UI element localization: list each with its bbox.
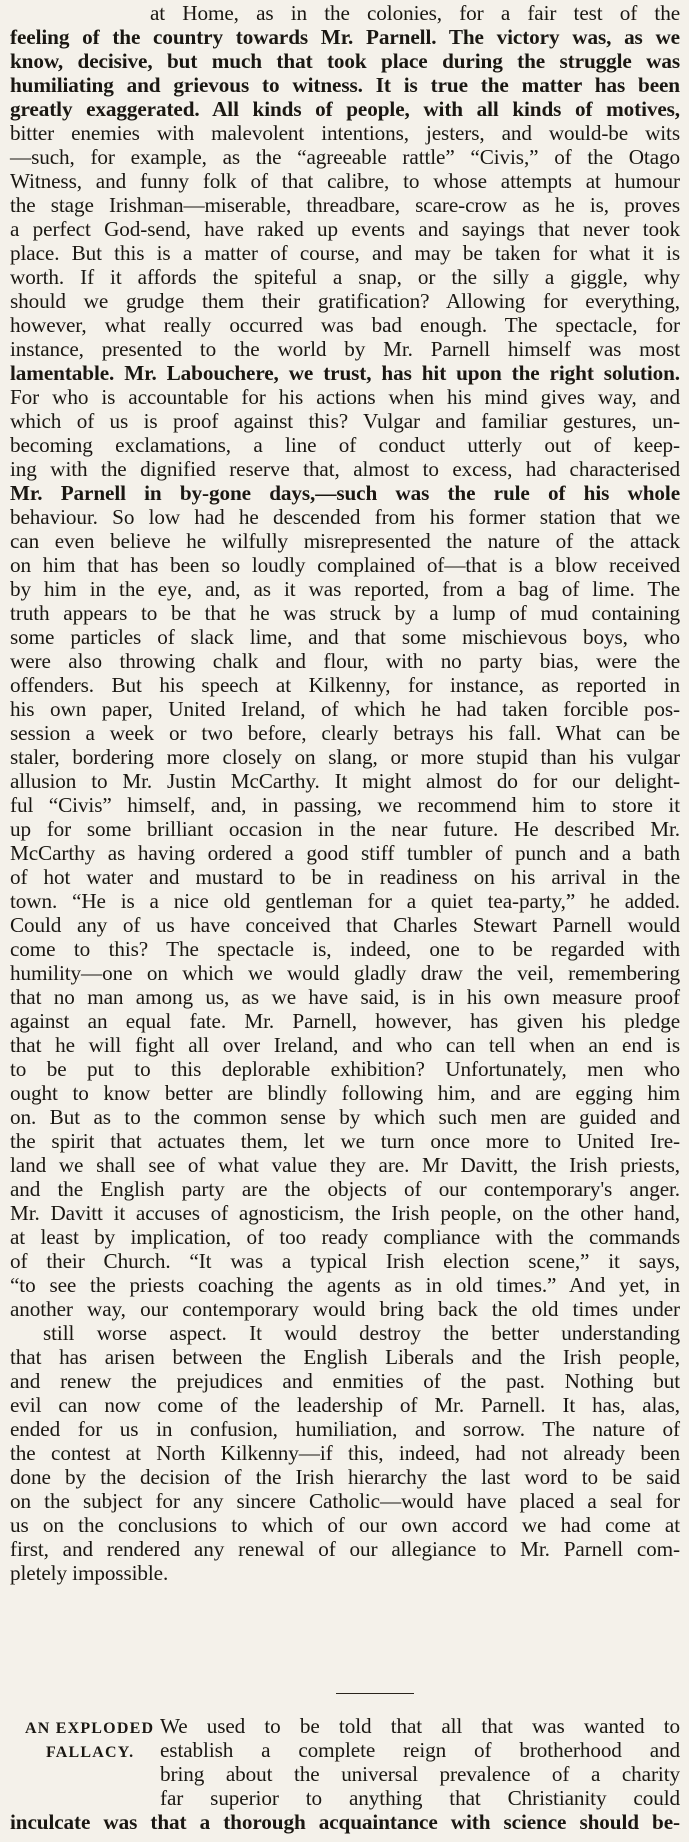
text-line: that no man among us, as we have said, is in his own measure proof <box>10 985 680 1009</box>
text-line: McCarthy as having ordered a good stiff tumbler of punch and a bath <box>10 841 680 865</box>
text-line: against an equal fate. Mr. Parnell, however, has given his pledge <box>10 1009 680 1033</box>
text-line: the spirit that actuates them, let we turn once more to United Ire- <box>10 1129 680 1153</box>
text-line: us on the conclusions to which of our own accord we had come at <box>10 1513 680 1537</box>
text-line: of hot water and mustard to be in readiness on his arrival in the <box>10 865 680 889</box>
text-line: the contest at North Kilkenny—if this, indeed, had not already been <box>10 1441 680 1465</box>
text-line: For who is accountable for his actions when his mind gives way, and <box>10 385 680 409</box>
text-line: can even believe he wilfully misrepresented the nature of the attack <box>10 529 680 553</box>
text-line: humiliating and grievous to witness. It is true the matter has been <box>10 73 680 97</box>
text-line: truth appears to be that he was struck by a lump of mud containing <box>10 601 680 625</box>
text-line: greatly exaggerated. All kinds of people, with all kinds of motives, <box>10 97 680 121</box>
text-line: allusion to Mr. Justin McCarthy. It might almost do for our delight- <box>10 769 680 793</box>
text-line: Mr. Davitt it accuses of agnosticism, the Irish people, on the other hand, <box>10 1201 680 1225</box>
text-line: ing with the dignified reserve that, almost to excess, had characterised <box>10 457 680 481</box>
text-line: “to see the priests coaching the agents as in old times.” And yet, in <box>10 1273 680 1297</box>
text-line: We used to be told that all that was wanted to <box>160 1714 680 1738</box>
text-line: on the subject for any sincere Catholic—would have placed a seal for <box>10 1489 680 1513</box>
text-line: of their Church. “It was a typical Irish election scene,” it says, <box>10 1249 680 1273</box>
text-line: another way, our contemporary would bring back the old times under <box>10 1297 680 1321</box>
text-line: evil can now come of the leadership of Mr. Parnell. It has, alas, <box>10 1393 680 1417</box>
text-line: at least by implication, of too ready compliance with the commands <box>10 1225 680 1249</box>
text-line: staler, bordering more closely on slang, or more stupid than his vulgar <box>10 745 680 769</box>
text-line: were also throwing chalk and flour, with no party bias, were the <box>10 649 680 673</box>
text-line: on. But as to the common sense by which such men are guided and <box>10 1105 680 1129</box>
text-line: that has arisen between the English Liberals and the Irish people, <box>10 1345 680 1369</box>
text-line: first, and rendered any renewal of our allegiance to Mr. Parnell com- <box>10 1537 680 1561</box>
text-line: up for some brilliant occasion in the near future. He described Mr. <box>10 817 680 841</box>
text-line: should we grudge them their gratification? Allowing for everything, <box>10 289 680 313</box>
text-line: ful “Civis” himself, and, in passing, we recommend him to store it <box>10 793 680 817</box>
text-line: place. But this is a matter of course, and may be taken for what it is <box>10 241 680 265</box>
text-line: Mr. Parnell in by-gone days,—such was the rule of his whole <box>10 481 680 505</box>
text-line: the stage Irishman—miserable, threadbare, scare-crow as he is, proves <box>10 193 680 217</box>
text-line: instance, presented to the world by Mr. Parnell himself was most <box>10 337 680 361</box>
text-line: inculcate was that a thorough acquaintance with science should be- <box>10 1810 680 1834</box>
text-line: session a week or two before, clearly betrays his fall. What can be <box>10 721 680 745</box>
text-line: however, what really occurred was bad enough. The spectacle, for <box>10 313 680 337</box>
text-line: land we shall see of what value they are. Mr Davitt, the Irish priests, <box>10 1153 680 1177</box>
text-line: pletely impossible. <box>10 1561 169 1585</box>
section-heading-line: AN EXPLODED <box>25 1720 155 1737</box>
text-line: by him in the eye, and, as it was reported, from a bag of lime. The <box>10 577 680 601</box>
text-line: and the English party are the objects of our contemporary's anger. <box>10 1177 680 1201</box>
text-line: done by the decision of the Irish hierarchy the last word to be said <box>10 1465 680 1489</box>
text-line: far superior to anything that Christianity could <box>160 1786 680 1810</box>
section-divider <box>336 1693 414 1694</box>
text-line: worth. If it affords the spiteful a snap, or the silly a giggle, why <box>10 265 680 289</box>
text-line: bring about the universal prevalence of a charity <box>160 1762 680 1786</box>
text-line: —such, for example, as the “agreeable rattle” “Civis,” of the Otago <box>10 145 680 169</box>
text-line: on him that has been so loudly complained of—that is a blow received <box>10 553 680 577</box>
text-line: behaviour. So low had he descended from his former station that we <box>10 505 680 529</box>
section-heading-line: FALLACY. <box>46 1744 135 1761</box>
text-line: still worse aspect. It would destroy the better understanding <box>43 1321 680 1345</box>
text-line: establish a complete reign of brotherhood and <box>160 1738 680 1762</box>
text-line: to be put to this deplorable exhibition? Unfortunately, men who <box>10 1057 680 1081</box>
text-line: becoming exclamations, a line of conduct utterly out of keep- <box>10 433 680 457</box>
text-line: and renew the prejudices and enmities of the past. Nothing but <box>10 1369 680 1393</box>
text-line: Witness, and funny folk of that calibre, to whose attempts at humour <box>10 169 680 193</box>
text-line: ended for us in confusion, humiliation, and sorrow. The nature of <box>10 1417 680 1441</box>
text-line: which of us is proof against this? Vulgar and familiar gestures, un- <box>10 409 680 433</box>
text-line: know, decisive, but much that took place during the struggle was <box>10 49 680 73</box>
text-line: a perfect God-send, have raked up events and sayings that never took <box>10 217 680 241</box>
text-line: humility—one on which we would gladly draw the veil, remembering <box>10 961 680 985</box>
text-line: offenders. But his speech at Kilkenny, for instance, as reported in <box>10 673 680 697</box>
text-line: lamentable. Mr. Labouchere, we trust, has hit upon the right solution. <box>10 361 680 385</box>
text-line: his own paper, United Ireland, of which he had taken forcible pos- <box>10 697 680 721</box>
text-line: come to this? The spectacle is, indeed, one to be regarded with <box>10 937 680 961</box>
text-line: Could any of us have conceived that Charles Stewart Parnell would <box>10 913 680 937</box>
text-line: ought to know better are blindly following him, and are egging him <box>10 1081 680 1105</box>
text-line: at Home, as in the colonies, for a fair test of the <box>150 1 680 25</box>
text-line: bitter enemies with malevolent intentions, jesters, and would-be wits <box>10 121 680 145</box>
text-line: that he will fight all over Ireland, and who can tell when an end is <box>10 1033 680 1057</box>
text-line: some particles of slack lime, and that some mischievous boys, who <box>10 625 680 649</box>
text-line: feeling of the country towards Mr. Parnell. The victory was, as we <box>10 25 680 49</box>
text-line: town. “He is a nice old gentleman for a quiet tea-party,” he added. <box>10 889 680 913</box>
